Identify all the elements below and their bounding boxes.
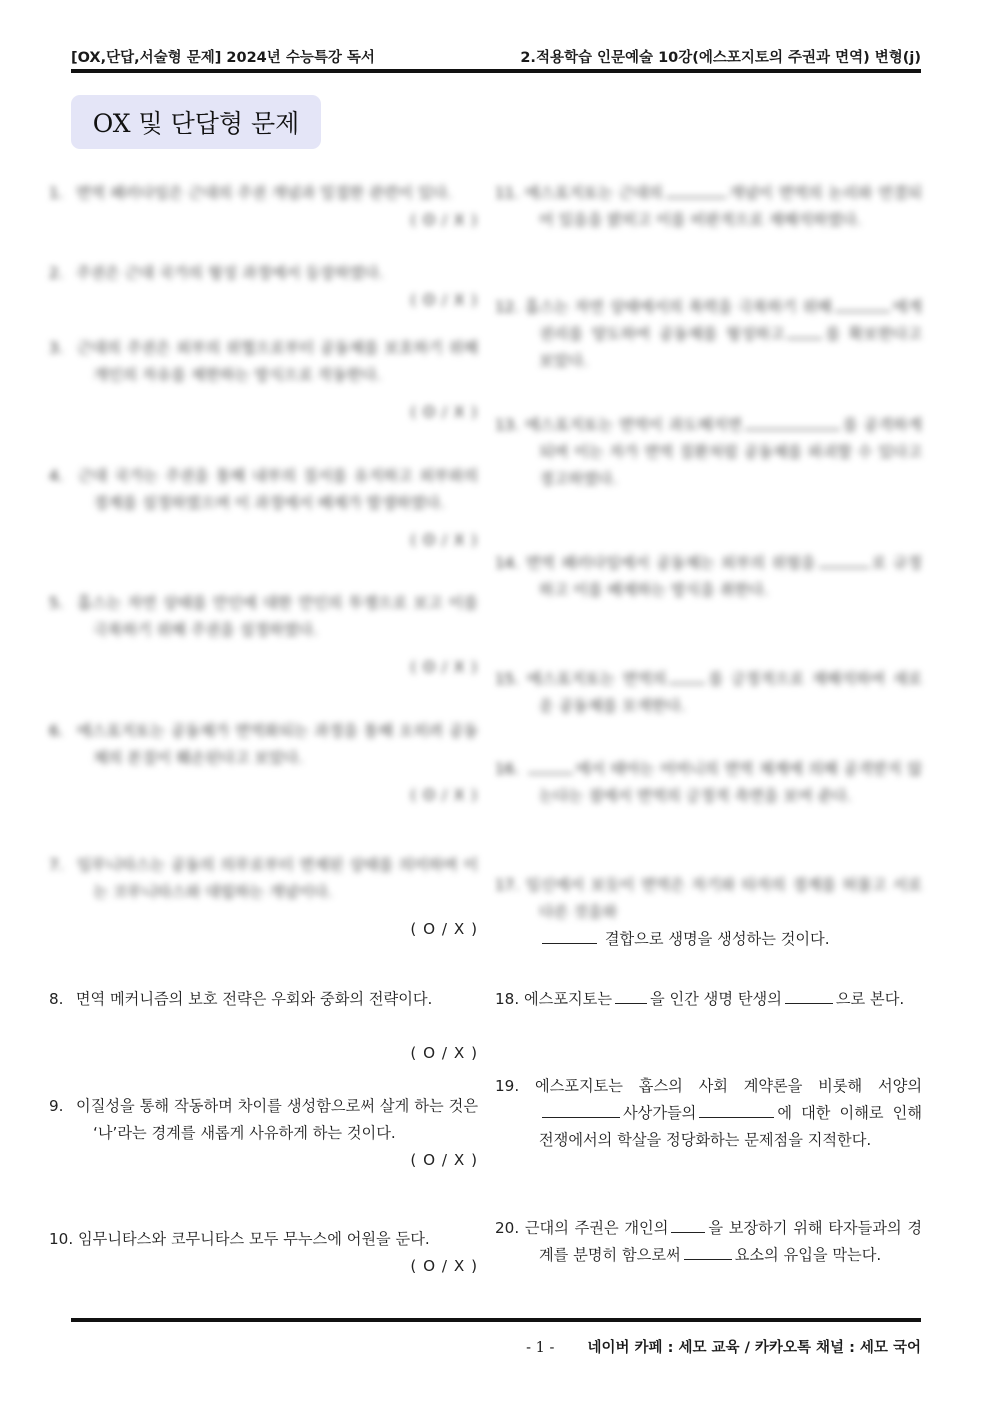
question-7: 7. 임무니타스는 공동의 의무로부터 면제된 상태를 의미하며 이는 코무니타스와 대립하는 개념이다. ( O / X ) bbox=[71, 852, 478, 943]
question-8: 8. 면역 메커니즘의 보호 전략은 우회와 중화의 전략이다. ( O / X ) bbox=[71, 986, 478, 1067]
ox-answer[interactable]: ( O / X ) bbox=[410, 786, 478, 804]
question-12: 12. 홉스는 자연 상태에서의 폭력을 극복하기 위해 에게 권리를 양도하여 공동체를 형성하고 를 확보한다고 보았다. bbox=[517, 294, 922, 375]
ox-answer[interactable]: ( O / X ) bbox=[410, 1044, 478, 1062]
question-17: 17. 임신에서 보듯이 면역은 자기와 타자의 경계를 허물고 서로 다른 것을와 결합으로 생명을 생성하는 것이다. bbox=[495, 876, 922, 948]
ox-answer[interactable]: ( O / X ) bbox=[410, 1151, 478, 1169]
ox-answer[interactable]: ( O / X ) bbox=[410, 531, 478, 549]
footer-divider bbox=[71, 1318, 921, 1322]
answer-blank[interactable] bbox=[671, 1216, 705, 1233]
ox-answer[interactable]: ( O / X ) bbox=[410, 291, 478, 309]
question-6: 6. 에스포지토는 공동체가 면역화되는 과정을 통해 오히려 공동체의 본질이 훼손된다고 보았다. ( O / X ) bbox=[71, 718, 478, 809]
question-14: 14. 면역 패러다임에서 공동체는 외부의 위험을 로 규정하고 이를 배제하는 방식을 취한다. bbox=[517, 550, 922, 604]
question-18: 18. 에스포지토는 을 인간 생명 탄생의 으로 본다. bbox=[517, 986, 922, 1013]
answer-blank[interactable] bbox=[819, 551, 869, 568]
header-left: [OX,단답,서술형 문제] 2024년 수능특강 독서 bbox=[71, 50, 375, 66]
question-1: 1. 면역 패러다임은 근대의 주권 개념과 밀접한 관련이 있다. ( O / X ) bbox=[71, 180, 478, 234]
question-4: 4. 근대 국가는 주권을 통해 내부의 질서를 유지하고 외부와의 경계를 설정하였으며 이 과정에서 배제가 발생하였다. ( O / X ) bbox=[71, 463, 478, 554]
question-19: 19. 에스포지토는 홉스의 사회 계약론을 비롯해 서양의사상가들의 에 대한 이해로 인해 전쟁에서의 학살을 정당화하는 문제점을 지적한다. bbox=[495, 1077, 923, 1149]
question-5: 5. 홉스는 자연 상태를 만인에 대한 만인의 투쟁으로 보고 이를 극복하기 위해 주권을 설정하였다. ( O / X ) bbox=[71, 590, 478, 681]
page-number: - 1 - bbox=[526, 1340, 555, 1356]
section-title bbox=[71, 95, 321, 149]
answer-blank[interactable] bbox=[785, 987, 833, 1004]
page-header bbox=[71, 42, 921, 68]
answer-blank[interactable] bbox=[615, 987, 647, 1004]
answer-blank[interactable] bbox=[835, 295, 890, 312]
question-15: 15. 에스포지토는 면역의 를 긍정적으로 재해석하여 새로운 공동체를 모색한다. bbox=[517, 666, 922, 720]
answer-blank[interactable] bbox=[684, 1243, 732, 1260]
answer-blank[interactable] bbox=[666, 181, 726, 198]
question-20: 20. 근대의 주권은 개인의 을 보장하기 위해 타자들과의 경계를 분명히 함으로써 요소의 유입을 막는다. bbox=[517, 1215, 922, 1269]
question-10: 10. 임무니타스와 코무니타스 모두 무누스에 어원을 둔다. ( O / X ) bbox=[71, 1226, 478, 1280]
ox-answer[interactable]: ( O / X ) bbox=[410, 1257, 478, 1275]
ox-answer[interactable]: ( O / X ) bbox=[410, 658, 478, 676]
answer-blank[interactable] bbox=[542, 1101, 620, 1118]
question-11: 11. 에스포지토는 근대의 개념이 면역의 논리와 연결되어 있음을 밝히고 이를 비판적으로 재해석하였다. bbox=[517, 180, 922, 234]
footer-info: 네이버 카페 : 세모 교육 / 카카오톡 채널 : 세모 국어 bbox=[587, 1340, 921, 1356]
ox-answer[interactable]: ( O / X ) bbox=[410, 403, 478, 421]
answer-blank[interactable] bbox=[669, 667, 705, 684]
question-2: 2. 주권은 근대 국가의 형성 과정에서 등장하였다. ( O / X ) bbox=[71, 260, 478, 314]
answer-blank[interactable] bbox=[745, 413, 840, 430]
answer-blank[interactable] bbox=[542, 927, 597, 944]
question-3: 3. 근대의 주권은 외부의 위협으로부터 공동체를 보호하기 위해 개인의 자유를 제한하는 방식으로 작동한다. ( O / X ) bbox=[71, 335, 478, 426]
question-9: 9. 이질성을 통해 작동하며 차이를 생성함으로써 살게 하는 것은 ‘나’라는 경계를 새롭게 사유하게 하는 것이다. ( O / X ) bbox=[71, 1093, 478, 1174]
ox-answer[interactable]: ( O / X ) bbox=[410, 920, 478, 938]
question-13: 13. 에스포지토는 면역이 과도해지면 를 공격하게 되며 이는 자가 면역 질환처럼 공동체를 파괴할 수 있다고 경고하였다. bbox=[517, 412, 922, 493]
section-title-text: OX 및 단답형 문제 bbox=[92, 109, 300, 138]
header-divider bbox=[71, 69, 921, 73]
answer-blank[interactable] bbox=[528, 757, 573, 774]
question-16: 16. 에서 태아는 어머니의 면역 체계에 의해 공격받지 않는다는 점에서 면역의 긍정적 측면을 보여 준다. bbox=[517, 756, 922, 810]
answer-blank[interactable] bbox=[787, 322, 822, 339]
ox-answer[interactable]: ( O / X ) bbox=[410, 211, 478, 229]
answer-blank[interactable] bbox=[699, 1101, 774, 1118]
header-right: 2.적용학습 인문예술 10강(에스포지토의 주권과 면역) 변형(j) bbox=[520, 50, 921, 66]
page-footer bbox=[526, 1336, 921, 1357]
